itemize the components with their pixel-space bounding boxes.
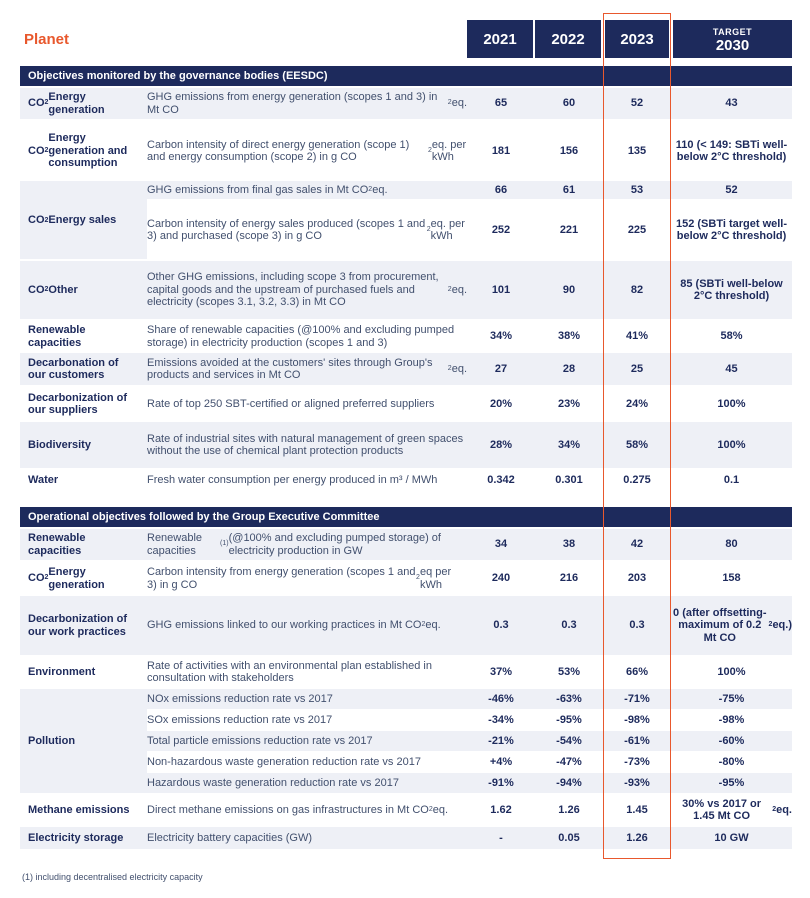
- target-year: 2030: [715, 37, 750, 54]
- row-description: Rate of top 250 SBT-certified or aligned preferred suppliers: [147, 397, 435, 410]
- target-label: TARGET: [712, 27, 753, 37]
- value-2022: 60: [562, 97, 576, 110]
- value-target-2030: 158: [722, 572, 741, 585]
- row-category: CO 2 Energy generation: [28, 91, 105, 116]
- year-header-2023: 2023: [605, 20, 669, 58]
- value-2023: 82: [630, 283, 644, 296]
- row-category: Water: [28, 473, 59, 486]
- table-row: [20, 88, 792, 119]
- value-target-2030: 152 (SBTi target well-below 2°C threshold): [675, 217, 788, 242]
- value-2023: 42: [630, 538, 644, 551]
- row-category: Decarbonation of our customers: [28, 356, 119, 381]
- value-2022: 1.26: [558, 803, 580, 816]
- row-category: Renewable capacities: [28, 532, 86, 557]
- row-description: GHG emissions from energy generation (scopes 1 and 3) in Mt CO 2 eq.: [147, 91, 467, 116]
- value-2021: 101: [491, 283, 511, 296]
- row-description: Carbon intensity of energy sales produced (scopes 1 and 3) and purchased (scope 3) in g CO 2 eq. per kWh: [147, 217, 465, 242]
- value-2022: 53%: [557, 665, 581, 678]
- value-2021: 34%: [489, 330, 513, 343]
- row-description: Electricity battery capacities (GW): [147, 831, 313, 844]
- row-category: Biodiversity: [28, 438, 91, 451]
- value-target-2030: 30% vs 2017 or 1.45 Mt CO 2 eq.: [682, 797, 792, 822]
- row-description: GHG emissions linked to our working practices in Mt CO 2 eq.: [147, 619, 441, 632]
- value-2023: 225: [627, 223, 647, 236]
- value-2023: 203: [627, 572, 647, 585]
- value-2022: 34%: [557, 438, 581, 451]
- row-category: Electricity storage: [28, 831, 124, 844]
- value-2021: 28%: [489, 438, 513, 451]
- value-2023: 25: [630, 362, 644, 375]
- value-target-2030: -80%: [718, 755, 745, 768]
- value-2023: 1.26: [626, 831, 648, 844]
- value-2023: 52: [630, 97, 644, 110]
- value-2021: -91%: [488, 776, 514, 789]
- value-2021: 27: [494, 362, 508, 375]
- row-category: CO 2 Other: [28, 283, 78, 296]
- value-2021: 20%: [489, 397, 513, 410]
- value-2021: 240: [491, 572, 511, 585]
- row-description: Fresh water consumption per energy produced in m³ / MWh: [147, 473, 438, 486]
- value-2022: 23%: [557, 397, 581, 410]
- value-target-2030: 58%: [720, 330, 743, 343]
- value-2023: -73%: [624, 755, 650, 768]
- row-description: Carbon intensity from energy generation (scopes 1 and 3) in g CO 2 eq per kWh: [147, 566, 452, 591]
- value-2023: 135: [627, 144, 647, 157]
- value-2022: -63%: [556, 692, 582, 705]
- value-target-2030: 10 GW: [714, 831, 749, 844]
- value-2022: 216: [559, 572, 579, 585]
- row-description: NOx emissions reduction rate vs 2017: [147, 692, 333, 705]
- value-2021: +4%: [489, 755, 513, 768]
- row-description: Emissions avoided at the customers' sites through Group's products and services in Mt CO 2 eq.: [147, 356, 467, 381]
- value-target-2030: 85 (SBTi well-below 2°C threshold): [680, 277, 783, 302]
- value-2022: -95%: [556, 713, 582, 726]
- table-row: [20, 353, 792, 385]
- row-category: Methane emissions: [28, 803, 130, 816]
- merged-category: Pollution: [20, 689, 147, 793]
- value-2021: 37%: [489, 665, 513, 678]
- row-description: Other GHG emissions, including scope 3 from procurement, capital goods and the upstream of purchased fuels and electricity (scopes 3.1, 3.2, 3.3) in Mt CO 2 eq.: [147, 271, 467, 309]
- year-header-2021: 2021: [467, 20, 533, 58]
- value-2022: 38: [562, 538, 576, 551]
- value-2021: 0.3: [493, 619, 509, 632]
- section-operational: Operational objectives followed by the Group Executive Committee: [20, 507, 792, 527]
- row-description: Non-hazardous waste generation reduction rate vs 2017: [147, 755, 421, 768]
- value-target-2030: -60%: [718, 734, 745, 747]
- row-description: Hazardous waste generation reduction rate vs 2017: [147, 776, 399, 789]
- row-description: Share of renewable capacities (@100% and excluding pumped storage) in electricity production (scopes 1 and 3): [147, 324, 455, 349]
- value-2021: -34%: [488, 713, 514, 726]
- table-row: [20, 321, 792, 352]
- value-2023: 53: [630, 183, 644, 196]
- section-governance: Objectives monitored by the governance bodies (EESDC): [20, 66, 792, 86]
- value-2023: 58%: [625, 438, 649, 451]
- table-row: [20, 596, 792, 655]
- value-2023: 0.275: [623, 473, 651, 486]
- value-2023: 66%: [625, 665, 649, 678]
- value-2021: -46%: [488, 692, 514, 705]
- value-2021: 65: [494, 97, 508, 110]
- value-2022: 38%: [557, 330, 581, 343]
- row-description: Rate of activities with an environmental plan established in consultation with stakeholders: [147, 659, 432, 684]
- table-row: [20, 261, 792, 319]
- value-target-2030: 0 (after offsetting- maximum of 0.2 Mt CO 2 eq.): [673, 606, 792, 644]
- table-row: [20, 794, 792, 826]
- table-row: [20, 422, 792, 468]
- value-2021: 181: [491, 144, 511, 157]
- value-2022: 221: [559, 223, 579, 236]
- value-2023: 0.3: [629, 619, 645, 632]
- value-target-2030: -95%: [718, 776, 745, 789]
- row-category: Decarbonization of our suppliers: [28, 391, 128, 416]
- table-row: [20, 562, 792, 595]
- value-2023: -93%: [624, 776, 650, 789]
- footnote: (1) including decentralised electricity capacity: [22, 872, 203, 882]
- value-target-2030: 100%: [717, 397, 746, 410]
- value-target-2030: -75%: [718, 692, 745, 705]
- table-row: [20, 827, 792, 849]
- value-2023: 41%: [625, 330, 649, 343]
- value-2022: 156: [559, 144, 579, 157]
- value-target-2030: 100%: [717, 438, 746, 451]
- value-target-2030: 52: [725, 183, 738, 196]
- value-2022: 0.301: [555, 473, 583, 486]
- value-2021: -21%: [488, 734, 514, 747]
- value-2023: -98%: [624, 713, 650, 726]
- value-2023: 1.45: [626, 803, 648, 816]
- table-row: [20, 529, 792, 560]
- merged-category: CO 2 Energy sales: [20, 181, 147, 259]
- row-category: Decarbonization of our work practices: [28, 613, 128, 638]
- value-2021: 252: [491, 223, 511, 236]
- value-2022: 0.3: [561, 619, 577, 632]
- row-category: Environment: [28, 665, 96, 678]
- row-description: Rate of industrial sites with natural management of green spaces without the use of chemical plant protection products: [147, 432, 464, 457]
- value-2022: 61: [562, 183, 576, 196]
- value-2021: -: [499, 831, 503, 844]
- value-2023: -71%: [624, 692, 650, 705]
- value-target-2030: 110 (< 149: SBTi well-below 2°C threshold): [675, 138, 788, 163]
- value-2023: 24%: [625, 397, 649, 410]
- row-category: Renewable capacities: [28, 324, 86, 349]
- value-target-2030: 100%: [717, 665, 746, 678]
- value-2021: 0.342: [487, 473, 515, 486]
- value-2022: -94%: [556, 776, 582, 789]
- row-description: SOx emissions reduction rate vs 2017: [147, 713, 333, 726]
- row-description: Carbon intensity of direct energy generation (scope 1) and energy consumption (scope 2) in g CO 2 eq. per kWh: [147, 138, 467, 163]
- table-row: [20, 386, 792, 422]
- row-description: GHG emissions from final gas sales in Mt CO 2 eq.: [147, 183, 388, 196]
- table-row: [20, 656, 792, 688]
- value-target-2030: 45: [725, 362, 738, 375]
- value-target-2030: 80: [725, 538, 738, 551]
- value-2022: -54%: [556, 734, 582, 747]
- row-description: Renewable capacities (1) (@100% and excluding pumped storage) of electricity production in GW: [147, 532, 441, 557]
- value-target-2030: 43: [725, 97, 738, 110]
- value-2021: 1.62: [490, 803, 512, 816]
- target-header: [673, 20, 792, 58]
- value-target-2030: 0.1: [723, 473, 740, 486]
- value-2021: 34: [494, 538, 508, 551]
- row-description: Total particle emissions reduction rate vs 2017: [147, 734, 373, 747]
- year-header-2022: 2022: [535, 20, 601, 58]
- row-category: CO 2 Energy generation and consumption: [28, 132, 128, 170]
- value-2022: -47%: [556, 755, 582, 768]
- row-description: Direct methane emissions on gas infrastructures in Mt CO 2 eq.: [147, 803, 449, 816]
- value-2023: -61%: [624, 734, 650, 747]
- table-row: [20, 469, 792, 491]
- value-2021: 66: [494, 183, 508, 196]
- value-2022: 0.05: [558, 831, 580, 844]
- value-2022: 90: [562, 283, 576, 296]
- value-2022: 28: [562, 362, 576, 375]
- row-category: CO 2 Energy generation: [28, 566, 105, 591]
- value-target-2030: -98%: [718, 713, 745, 726]
- page-title: Planet: [24, 31, 70, 48]
- table-row: [20, 121, 792, 181]
